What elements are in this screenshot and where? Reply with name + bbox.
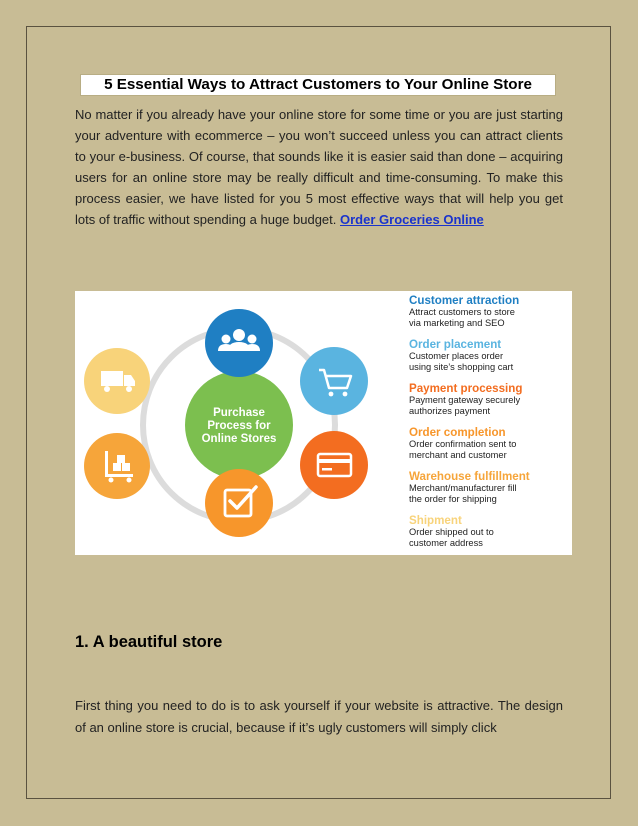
center-label-line-3: Online Stores: [201, 433, 277, 445]
process-step-description: Payment gateway securely authorizes payment: [409, 395, 521, 416]
shipment-node: [84, 348, 150, 414]
process-step: [409, 338, 569, 373]
process-step: [409, 382, 569, 417]
process-steps-list: [409, 294, 569, 558]
process-step-title: Shipment: [409, 514, 462, 527]
intro-paragraph: [75, 104, 563, 230]
process-step: [409, 426, 569, 461]
process-step-description: Attract customers to store via marketing and SEO: [409, 307, 515, 328]
order-groceries-link[interactable]: Order Groceries Online: [340, 212, 484, 227]
warehouse-fulfillment-node: [84, 433, 150, 499]
process-step: [409, 514, 569, 549]
purchase-process-figure: [75, 291, 572, 555]
customer-attraction-node: [205, 309, 273, 377]
payment-processing-node: [300, 431, 368, 499]
section-heading: 1. A beautiful store: [75, 633, 223, 651]
process-step-description: Order confirmation sent to merchant and customer: [409, 439, 517, 460]
process-step-description: Order shipped out to customer address: [409, 527, 494, 548]
center-label-line-2: Process for: [207, 420, 271, 432]
intro-text: No matter if you already have your online store for some time or you are just starting your adventure with ecommerce – you won’t succeed unless you can attract clients to your e-business. Of course, that sounds like it is easier said than done – acquiring users for an online store may be really difficult and time-consuming. To make this process easier, we have listed for you 5 most effective ways that will help you get lots of traffic without spending a huge budget.: [75, 107, 563, 227]
process-step-description: Customer places order using site’s shopping cart: [409, 351, 514, 372]
process-step-description: Merchant/manufacturer fill the order for shipping: [409, 483, 517, 504]
body-paragraph: First thing you need to do is to ask yourself if your website is attractive. The design of an online store is crucial, because if it’s ugly customers will simply click: [75, 698, 563, 735]
process-step: [409, 294, 569, 329]
order-completion-node: [205, 469, 273, 537]
process-step-title: Order placement: [409, 338, 502, 351]
process-step-title: Order completion: [409, 426, 506, 439]
center-label-line-1: Purchase: [213, 407, 265, 419]
process-step-title: Payment processing: [409, 382, 523, 395]
order-placement-node: [300, 347, 368, 415]
process-step-title: Customer attraction: [409, 294, 520, 307]
document-title: 5 Essential Ways to Attract Customers to Your Online Store: [80, 74, 556, 96]
process-step: [409, 470, 569, 505]
process-step-title: Warehouse fulfillment: [409, 470, 530, 483]
purchase-process-diagram: [75, 291, 405, 555]
